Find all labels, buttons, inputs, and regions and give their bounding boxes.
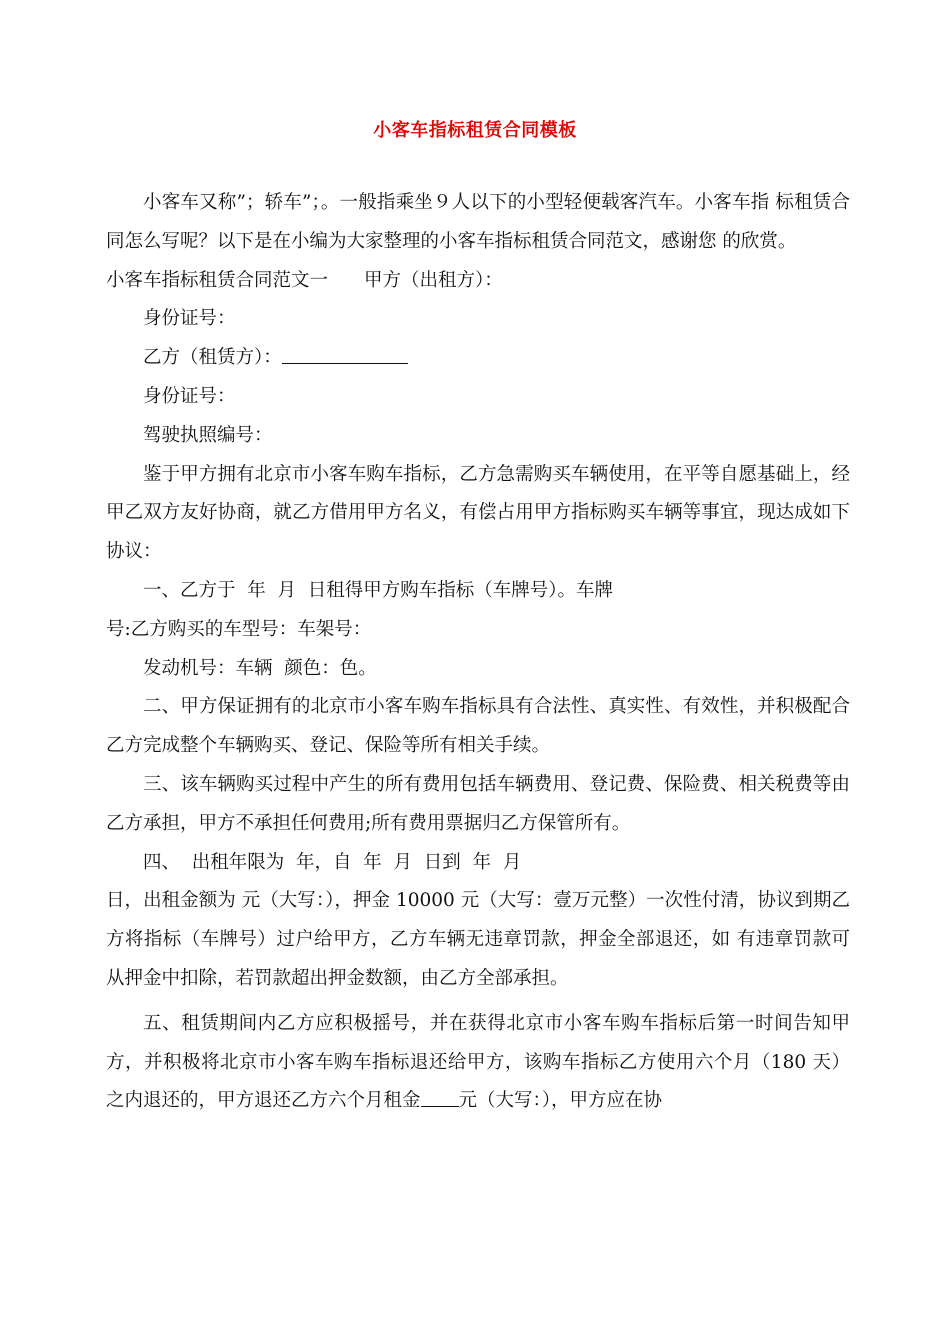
party-a-label: 甲方（出租方）： <box>364 269 503 291</box>
clause-1-line-3: 发动机号：车辆 颜色：色。 <box>143 657 377 679</box>
clause-1-line-1: 一、乙方于 年 月 日租得甲方购车指标（车牌号）。车牌 <box>143 579 614 601</box>
clause-5-paragraph <box>106 1005 850 1121</box>
sample-heading-line <box>106 262 850 301</box>
clause-5-text-a: 五、租赁期间内乙方应积极摇号，并在获得北京市小客车购车指标后第一时间告知甲方，并积极将北京市小客车购车指标退还给甲方，该购车指标乙方使用六个月（180 天）之内退还的，甲方退还乙方六个月租金 <box>106 1012 850 1112</box>
clause-2-paragraph: 二、甲方保证拥有的北京市小客车购车指标具有合法性、真实性、有效性，并积极配合乙方完成整个车辆购买、登记、保险等所有相关手续。 <box>106 696 850 757</box>
party-b-label: 乙方（租赁方）： <box>143 347 282 369</box>
clause-5-text-b: 元（大写：），甲方应在协 <box>458 1090 663 1112</box>
id-a-line: 身份证号： <box>143 308 236 330</box>
document-body <box>106 184 850 1121</box>
clause-4-line-1: 四、 出租年限为 年，自 年 月 日到 年 月 <box>143 851 522 873</box>
license-line: 驾驶执照编号： <box>143 424 273 446</box>
preamble-paragraph: 鉴于甲方拥有北京市小客车购车指标，乙方急需购买车辆使用，在平等自愿基础上，经甲乙双方友好协商，就乙方借用甲方名义，有偿占用甲方指标购买车辆等事宜，现达成如下协议： <box>106 463 850 563</box>
party-b-line <box>106 339 850 378</box>
intro-paragraph: 小客车又称”；轿车”；。一般指乘坐９人以下的小型轻便载客汽车。小客车指 标租赁合同怎么写呢？以下是在小编为大家整理的小客车指标租赁合同范文，感谢您 的欣赏。 <box>106 192 850 252</box>
clause-3-paragraph: 三、该车辆购买过程中产生的所有费用包括车辆费用、登记费、保险费、相关税费等由乙方承担，甲方不承担任何费用;所有费用票据归乙方保管所有。 <box>106 773 850 834</box>
clause-5-blank <box>421 1088 459 1107</box>
id-b-line: 身份证号： <box>143 385 236 407</box>
sample-heading: 小客车指标租赁合同范文一 <box>106 269 329 291</box>
clause-4-paragraph: 日，出租金额为 元（大写：），押金 10000 元（大写：壹万元整）一次性付清，协议到期乙方将指标（车牌号）过户给甲方，乙方车辆无违章罚款，押金全部退还，如 有违章罚款可从押金中扣除，若罚款超出押金数额，由乙方全部承担。 <box>106 890 850 989</box>
document-title: 小客车指标租赁合同模板 <box>373 120 577 141</box>
party-b-blank <box>282 345 408 364</box>
clause-1-line-2: 号:乙方购买的车型号：车架号： <box>106 618 372 640</box>
